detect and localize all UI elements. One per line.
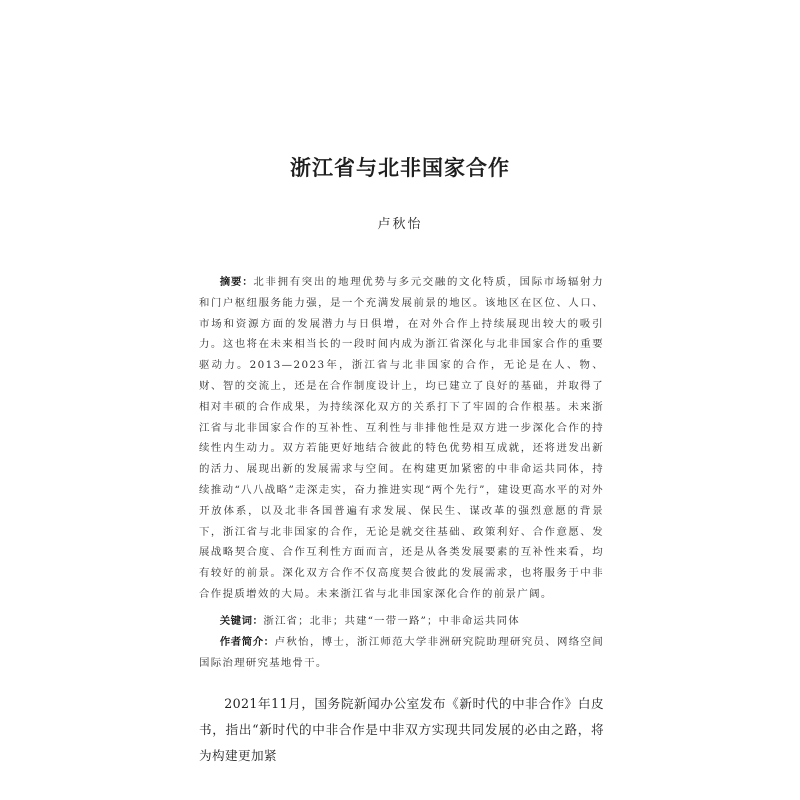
body-paragraph: 2021年11月，国务院新闻办公室发布《新时代的中非合作》白皮书，指出“新时代的中非合作是中非双方实现共同发展的必由之路，将为构建更加紧 bbox=[199, 696, 604, 763]
paper-title: 浙江省与北非国家合作 bbox=[290, 156, 510, 180]
keywords-text: 浙江省；北非；共建“一带一路”；中非命运共同体 bbox=[263, 615, 520, 627]
abstract-label: 摘要： bbox=[219, 276, 254, 288]
author-intro-label: 作者简介： bbox=[219, 636, 275, 648]
paper-author: 卢秋怡 bbox=[377, 217, 423, 232]
keywords-label: 关键词： bbox=[219, 615, 264, 627]
author-intro-text: 卢秋怡，博士，浙江师范大学非洲研究院助理研究员、网络空间国际治理研究基地骨干。 bbox=[199, 636, 605, 669]
author-intro-paragraph bbox=[199, 632, 604, 674]
abstract-text: 北非拥有突出的地理优势与多元交融的文化特质，国际市场辐射力和门户枢纽服务能力强，是一个充满发展前景的地区。该地区在区位、人口、市场和资源方面的发展潜力与日俱增，在对外合作上持续展现出较大的吸引力。这也将在未来相当长的一段时间内成为浙江省深化与北非国家合作的重要驱动力。2013—2023年，浙江省与北非国家的合作，无论是在人、物、财、智的交流上，还是在合作制度设计上，均已建立了良好的基础，并取得了相对丰硕的合作成果，为持续深化双方的关系打下了牢固的合作根基。未来浙江省与北非国家合作的互补性、互利性与非排他性是双方进一步深化合作的持续性内生动力。双方若能更好地结合彼此的特色优势相互成就，还将迸发出新的活力、展现出新的发展需求与空间。在构建更加紧密的中非命运共同体，持续推动“八八战略”走深走实，奋力推进实现“两个先行”，建设更高水平的对外开放体系，以及北非各国普遍有求发展、保民生、谋改革的强烈意愿的背景下，浙江省与北非国家的合作，无论是就交往基础、政策利好、合作意愿、发展战略契合度、合作互利性方面而言，还是从各类发展要素的互补性来看，均有较好的前景。深化双方合作不仅高度契合彼此的发展需求，也将服务于中非合作提质增效的大局。未来浙江省与北非国家深化合作的前景广阔。 bbox=[199, 276, 604, 600]
keywords-paragraph bbox=[199, 611, 604, 632]
abstract-paragraph bbox=[199, 272, 604, 605]
